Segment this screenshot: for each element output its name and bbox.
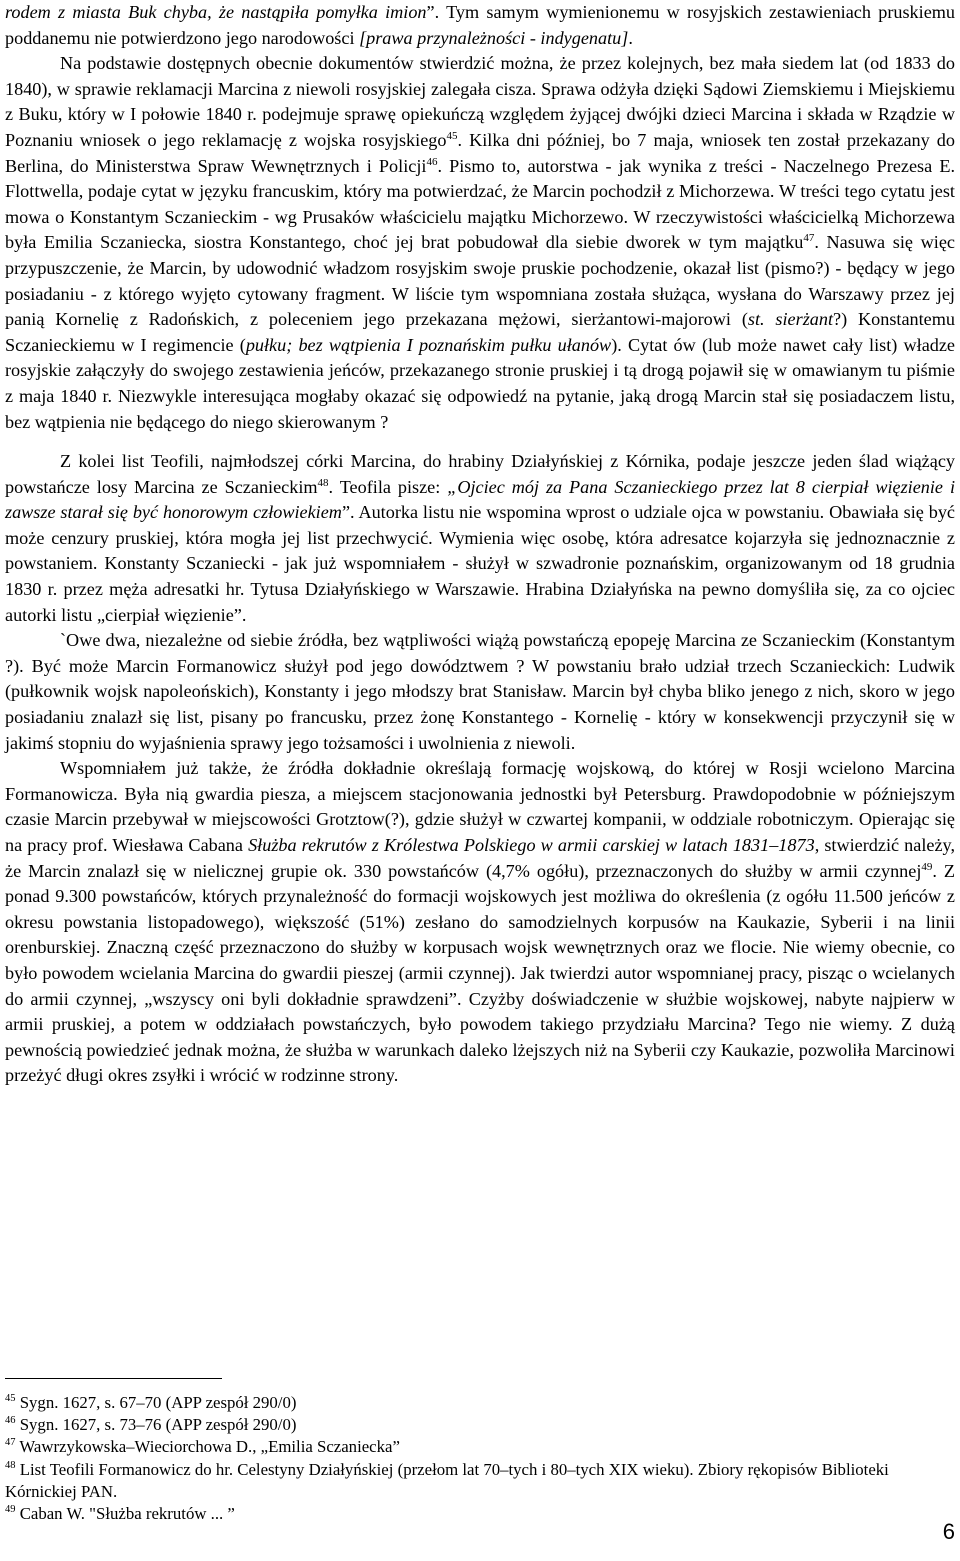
footnote-45 [5, 1392, 950, 1414]
body-text [5, 0, 955, 1089]
text-run: . Nasuwa się więc przypuszczenie, że Marcin, by udowodnić władzom rosyjskim swoje pruskie pochodzenie, okazał list (pismo?) - będący w jego posiadaniu - z którego wyjęto cytowany fragment. W liście tym wspomniana została służąca, wysłana do Warszawy przez jej panią Kornelię z Radońskich, z poleceniem jego przekazana mężowi, sierżantowi-majorowi ( [5, 232, 955, 330]
footnote-number: 47 [5, 1437, 16, 1449]
footnote-number: 48 [5, 1459, 16, 1471]
text-run: Na podstawie dostępnych obecnie dokumentów stwierdzić można, że przez kolejnych, bez mała siedem lat (od 1833 do 1840), w sprawie reklamacji Marcina z niewoli rosyjskiej zalegała cisza. Sprawa odżyła dzięki Sądowi Ziemskiemu i Miejskiemu z Buku, który w I połowie 1840 r. podejmuje sprawę opiekuńczą względem żyjącej dwójki dzieci Marcina i składa w Rządzie w Poznaniu wniosek o jego reklamację z wojska rosyjskiego [5, 53, 955, 150]
footnotes [5, 1392, 950, 1525]
footnote-text: Sygn. 1627, s. 73–76 (APP zespół 290/0) [19, 1415, 297, 1435]
italic-text: pułku; bez wątpienia I poznańskim pułku ułanów [245, 334, 612, 355]
footnote-ref: 45 [446, 129, 458, 142]
footnote-text: List Teofili Formanowicz do hr. Celestyny Działyńskiej (przełom lat 70–tych i 80–tych XIX wieku). Zbiory rękopisów Biblioteki Kórnickiej PAN. [5, 1459, 889, 1501]
text-run: ”. Autorka listu nie wspomina wprost o udziale ojca w powstaniu. Obawiała się być może cenzury pruskiej, która mogła jej list przechwycić. Wymienia więc osobę, która adresatce kojarzyła się jednoznacznie z powstaniem. Konstanty Sczaniecki - jak już wspomniałem - służył w szwadronie poznańskim, organizowanym od 18 grudnia 1830 r. przez męża adresatki hr. Tytusa Działyńskiego w Warszawie. Hrabina Działyńska na pewno domyśliła się, za co ojciec autorki listu „cierpiał więzienie”. [5, 502, 955, 625]
footnote-48 [5, 1459, 950, 1503]
footnote-49 [5, 1503, 950, 1525]
footnote-separator [5, 1378, 222, 1379]
text-run: , stwierdzić należy, że Marcin znalazł się w nielicznej grupie ok. 330 powstańców (4,7% ogółu), przeznaczonych do służby w armii czynnej [5, 835, 955, 881]
footnote-text: Sygn. 1627, s. 67–70 (APP zespół 290/0) [19, 1393, 297, 1412]
footnote-number: 45 [5, 1393, 16, 1404]
text-run: Z kolei list Teofili, najmłodszej córki Marcina, do hrabiny Działyńskiej z Kórnika, podaje jeszcze jeden ślad wiążący powstańcze losy Marcina ze Sczanieckim [5, 451, 955, 497]
footnote-ref: 49 [921, 860, 933, 873]
italic-text: st. sierżant [747, 309, 834, 330]
footnote-46 [5, 1414, 950, 1436]
text-run: ?) Konstantemu Sczanieckiemu w I regimencie ( [5, 309, 955, 355]
text-run: ). Cytat ów (lub może nawet cały list) władze rosyjskie załączyły do swojego zestawienia jeńców, przekazanego stronie pruskiej i tą drogą pojawił się w omawianym tu piśmie z maja 1840 r. Niezwykle interesująca mogłaby okazać się odpowiedź na pytanie, jaką drogą Marcin stał się posiadaczem listu, bez wątpienia nie będącego do niego skierowanym ? [5, 334, 955, 432]
text-run: . Teofila pisze: [328, 476, 448, 497]
paragraph-3 [5, 449, 955, 628]
paragraph-5 [5, 756, 955, 1089]
paragraph-2 [5, 51, 955, 435]
italic-text: „Ojciec mój za Pana Sczanieckiego przez lat 8 cierpiał więzienie i zawsze starał się być honorowym człowiekiem [5, 476, 955, 523]
paragraph-4 [5, 628, 955, 756]
footnote-ref: 47 [803, 232, 815, 245]
footnote-ref: 48 [317, 476, 329, 489]
footnote-number: 49 [5, 1504, 16, 1516]
footnote-ref: 46 [426, 155, 438, 168]
italic-text: rodem z miasta Buk chyba, że nastąpiła pomyłka imion [5, 2, 427, 22]
text-run: `Owe dwa, niezależne od siebie źródła, bez wątpliwości wiążą powstańczą epopeję Marcina ze Sczanieckim (Konstantym ?). Być może Marcin Formanowicz służył pod jego dowództwem ? W powstaniu brało udział trzech Sczanieckich: Ludwik (pułkownik wojsk napoleońskich), Konstanty i jego młodszy brat Stanisław. Marcin był chyba bliko jenego z nich, skoro w jego posiadaniu znalazł się list, pisany po francusku, przez żonę Konstantego - Kornelię - który w konsekwencji przyczynił się w jakimś stopniu do wyjaśnienia sprawy jego tożsamości i uwolnienia z niewoli. [5, 630, 955, 753]
footnote-47 [5, 1436, 950, 1458]
footnote-text: Caban W. "Służba rekrutów ... ” [19, 1504, 235, 1524]
footnote-number: 46 [5, 1415, 16, 1427]
text-run: . [628, 27, 633, 48]
page-number: 6 [942, 1519, 955, 1544]
text-run: . Z ponad 9.300 powstańców, których przynależność do formacji wojskowych jest możliwa do określenia (z ogółu 11.500 jeńców z okresu powstania listopadowego), większość (51%) zesłano do samodzielnych korpusów na Kaukazie, Syberii i na linii orenburskiej. Znaczną część przeznaczono do służby w korpusach wojsk wewnętrznych oraz we flocie. Nie wiemy obecnie, co było powodem wcielania Marcina do gwardii pieszej (armii czynnej). Jak twierdzi autor wspomnianej pracy, pisząc o wcielanych do armii czynnej, „wszyscy oni byli dokładnie sprawdzeni”. Czyżby doświadczenie w służbie wojskowej, nabyte najpierw w armii pruskiej, a potem w oddziałach powstańczych, było powodem takiego przydziału Marcina? Tego nie wiemy. Z dużą pewnością powiedzieć jednak można, że służba w warunkach daleko lżejszych niż na Syberii czy Kaukazie, pozwoliła Marcinowi przeżyć długi okres zsyłki i wrócić w rodzinne strony. [5, 860, 955, 1086]
footnote-text: Wawrzykowska–Wieciorchowa D., „Emilia Sczaniecka” [19, 1437, 400, 1457]
text-run: . Kilka dni później, bo 7 maja, wniosek ten został przekazany do Berlina, do Ministerstwa Spraw Wewnętrznych i Policji [5, 129, 955, 176]
text-run: Wspomniałem już także, że źródła dokładnie określają formację wojskową, do której w Rosji wcielono Marcina Formanowicza. Była nią gwardia piesza, a miejscem stacjonowania jednostki był Petersburg. Prawdopodobnie w późniejszym czasie Marcin przebywał w miejscowości Grotztow(?), gdzie służył w czwartej kompanii, w oddziale robotniczym. Opierając się na pracy prof. Wiesława Cabana [5, 758, 955, 855]
italic-text: Służba rekrutów z Królestwa Polskiego w armii carskiej w latach 1831–1873 [248, 835, 815, 855]
italic-text: [prawa przynależności - indygenatu] [359, 27, 629, 48]
text-run: . Pismo to, autorstwa - jak wynika z treści - Naczelnego Prezesa E. Flottwella, podaje cytat w języku francuskim, który ma potwierdzać, że Marcin pochodził z Michorzewa. W treści tego cytatu jest mowa o Konstantym Sczanieckim - wg Prusaków właścicielu majątku Michorzewo. W rzeczywistości właścicielką Michorzewa była Emilia Sczaniecka, siostra Konstantego, choć jej brat pobudował dla siebie dworek w tym majątku [5, 155, 956, 253]
paragraph-1 [5, 0, 955, 51]
text-run: ”. Tym samym wymienionemu w rosyjskich zestawieniach pruskiemu poddanemu nie potwierdzono jego narodowości [5, 2, 956, 48]
document-page [5, 0, 955, 1089]
